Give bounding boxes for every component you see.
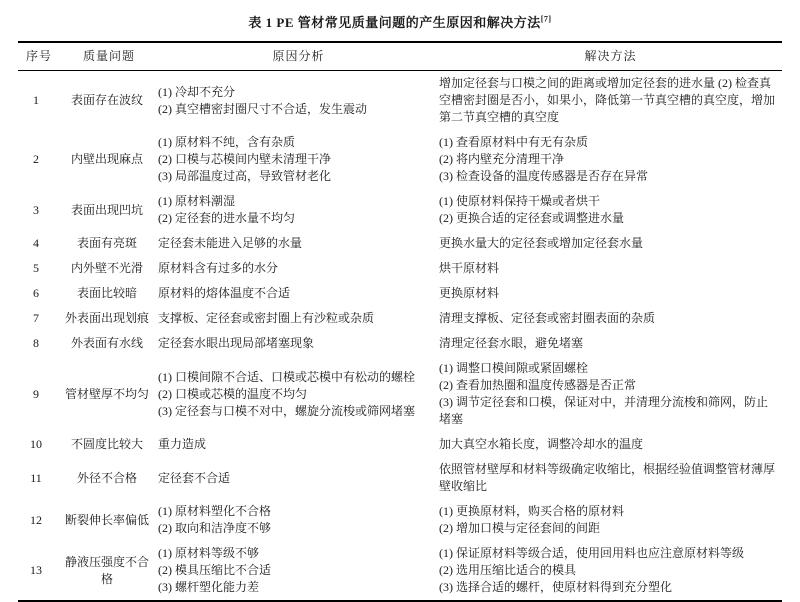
table-header <box>18 42 782 71</box>
cell-line: (1) 原材料不纯，含有杂质 <box>158 135 295 149</box>
table-row <box>18 306 782 331</box>
row-causes <box>158 256 439 281</box>
cell-line: (3) 选择合适的螺杆，使原材料得到充分塑化 <box>439 580 672 594</box>
row-problem: 表面出现凹坑 <box>70 202 143 217</box>
row-problem: 内壁出现麻点 <box>70 152 143 166</box>
table-row <box>18 356 782 432</box>
row-causes <box>158 541 439 601</box>
cell-line: (2) 模具压缩比不合适 <box>158 563 271 577</box>
cell-line: 定径套不合适 <box>158 470 231 485</box>
cell-line: (3) 定径套与口模不对中，螺旋分流梭或筛网堵塞 <box>158 403 415 418</box>
row-number: 3 <box>33 202 39 217</box>
table-row <box>18 499 782 541</box>
header-row <box>18 42 782 71</box>
row-number: 4 <box>33 236 39 250</box>
cell-line: (1) 保证原材料等级合适，使用回用料也应注意原材料等级 <box>439 546 744 560</box>
row-causes <box>158 71 439 131</box>
quality-problems-table <box>18 41 782 602</box>
row-solutions <box>439 356 782 432</box>
header-quality-problem: 质量问题 <box>60 42 158 71</box>
row-causes <box>158 130 439 189</box>
cell-line: (1) 原材料塑化不合格 <box>158 504 271 518</box>
row-problem: 不圆度比较大 <box>70 437 143 451</box>
cell-line: 烘干原材料 <box>439 261 500 275</box>
row-problem: 外表面有水线 <box>70 336 143 350</box>
header-cause-analysis: 原因分析 <box>158 42 439 71</box>
row-solutions <box>439 71 782 131</box>
cell-line: 原材料的熔体温度不合适 <box>158 286 291 300</box>
cell-line: (3) 螺杆塑化能力差 <box>158 580 259 594</box>
row-number: 11 <box>30 470 42 485</box>
row-causes <box>158 499 439 541</box>
row-number: 5 <box>33 261 39 275</box>
cell-line: (2) 口模与芯模间内壁未清理干净 <box>158 152 331 166</box>
table-row <box>18 189 782 231</box>
row-causes <box>158 281 439 306</box>
header-solution: 解决方法 <box>439 42 782 71</box>
cell-line: (3) 调节定径套和口模，保证对中，并清理分流梭和筛网，防止堵塞 <box>439 395 768 426</box>
cell-line: (1) 口模间隙不合适、口模或芯模中有松动的螺栓 <box>158 369 415 384</box>
row-causes <box>158 457 439 499</box>
row-causes <box>158 331 439 356</box>
cell-line: (2) 增加口模与定径套间的间距 <box>439 521 600 535</box>
row-problem: 管材壁厚不均匀 <box>64 386 149 401</box>
row-solutions <box>439 541 782 601</box>
row-solutions <box>439 331 782 356</box>
header-serial-number: 序号 <box>18 42 60 71</box>
cell-line: 原材料含有过多的水分 <box>158 261 279 275</box>
table-row <box>18 541 782 601</box>
cell-line: 依照管材壁厚和材料等级确定收缩比，根据经验值调整管材薄厚壁收缩比 <box>439 462 776 493</box>
cell-line: 支撑板、定径套或密封圈上有沙粒或杂质 <box>158 311 375 325</box>
row-causes <box>158 306 439 331</box>
table-row <box>18 457 782 499</box>
row-number: 13 <box>18 541 60 601</box>
cell-line: (1) 查看原材料中有无有杂质 <box>439 135 588 149</box>
cell-line: (2) 取向和洁净度不够 <box>158 521 271 535</box>
row-solutions <box>439 499 782 541</box>
cell-line: (3) 检查设备的温度传感器是否存在异常 <box>439 169 648 183</box>
cell-line: (2) 更换合适的定径套或调整进水量 <box>439 211 624 225</box>
cell-line: (3) 局部温度过高，导致管材老化 <box>158 169 331 183</box>
reference-superscript: [7] <box>540 14 552 24</box>
row-solutions <box>439 457 782 499</box>
cell-line: 清理定径套水眼，避免堵塞 <box>439 336 584 350</box>
row-solutions <box>439 281 782 306</box>
row-number: 7 <box>33 311 39 325</box>
row-problem: 外径不合格 <box>76 470 137 485</box>
row-problem: 内外壁不光滑 <box>70 261 143 275</box>
row-causes <box>158 231 439 256</box>
cell-line: (1) 原材料潮湿 <box>158 194 235 208</box>
cell-line: 重力造成 <box>158 437 207 451</box>
row-number: 6 <box>33 286 39 300</box>
cell-line: (2) 选用压缩比适合的模具 <box>439 563 576 577</box>
row-problem: 静液压强度不合格 <box>60 541 158 601</box>
cell-line: 定径套水眼出现局部堵塞现象 <box>158 336 315 350</box>
row-problem: 表面有亮斑 <box>76 236 137 250</box>
cell-line: (2) 口模或芯模的温度不均匀 <box>158 386 307 401</box>
row-number: 1 <box>33 93 39 107</box>
row-causes <box>158 189 439 231</box>
cell-line: 增加定径套与口模之间的距离或增加定径套的进水量 (2) 检查真空槽密封圈是否小，如果小，降低第一节真空槽的真空度，增加第二节真空槽的真空度 <box>439 76 776 124</box>
row-causes <box>158 432 439 457</box>
cell-line: 清理支撑板、定径套或密封圈表面的杂质 <box>439 311 656 325</box>
row-solutions <box>439 189 782 231</box>
row-solutions <box>439 306 782 331</box>
row-problem: 表面存在波纹 <box>70 93 143 107</box>
table-title <box>18 8 782 41</box>
row-solutions <box>439 231 782 256</box>
row-problem: 表面比较暗 <box>76 286 137 300</box>
table-row <box>18 331 782 356</box>
cell-line: (1) 原材料等级不够 <box>158 546 259 560</box>
cell-line: 定径套未能进入足够的水量 <box>158 236 303 250</box>
table-body <box>18 71 782 602</box>
row-solutions <box>439 432 782 457</box>
cell-line: 更换原材料 <box>439 286 500 300</box>
table-row <box>18 130 782 189</box>
row-problem: 断裂伸长率偏低 <box>64 512 149 527</box>
cell-line: (1) 更换原材料，购买合格的原材料 <box>439 504 624 518</box>
row-number: 12 <box>30 512 42 527</box>
table-row <box>18 231 782 256</box>
cell-line: (1) 使原材料保持干燥或者烘干 <box>439 194 600 208</box>
table-title-text: 表 1 PE 管材常见质量问题的产生原因和解决方法 <box>248 15 541 30</box>
table-row <box>18 256 782 281</box>
cell-line: (2) 查看加热圈和温度传感器是否正常 <box>439 378 636 392</box>
table-row <box>18 281 782 306</box>
row-causes <box>158 356 439 432</box>
row-number: 10 <box>30 437 42 451</box>
cell-line: (2) 定径套的进水量不均匀 <box>158 211 295 225</box>
table-row <box>18 432 782 457</box>
row-number: 2 <box>33 152 39 166</box>
cell-line: (2) 将内壁充分清理干净 <box>439 152 564 166</box>
cell-line: 更换水量大的定径套或增加定径套水量 <box>439 236 644 250</box>
cell-line: 加大真空水箱长度，调整冷却水的温度 <box>439 437 644 451</box>
row-problem: 外表面出现划痕 <box>64 311 149 325</box>
row-solutions <box>439 130 782 189</box>
row-number: 8 <box>33 336 39 350</box>
cell-line: (1) 冷却不充分 <box>158 84 235 99</box>
row-number: 9 <box>33 386 39 401</box>
table-row <box>18 71 782 131</box>
cell-line: (1) 调整口模间隙或紧固螺栓 <box>439 361 588 375</box>
cell-line: (2) 真空槽密封圈尺寸不合适，发生震动 <box>158 101 367 116</box>
row-solutions <box>439 256 782 281</box>
